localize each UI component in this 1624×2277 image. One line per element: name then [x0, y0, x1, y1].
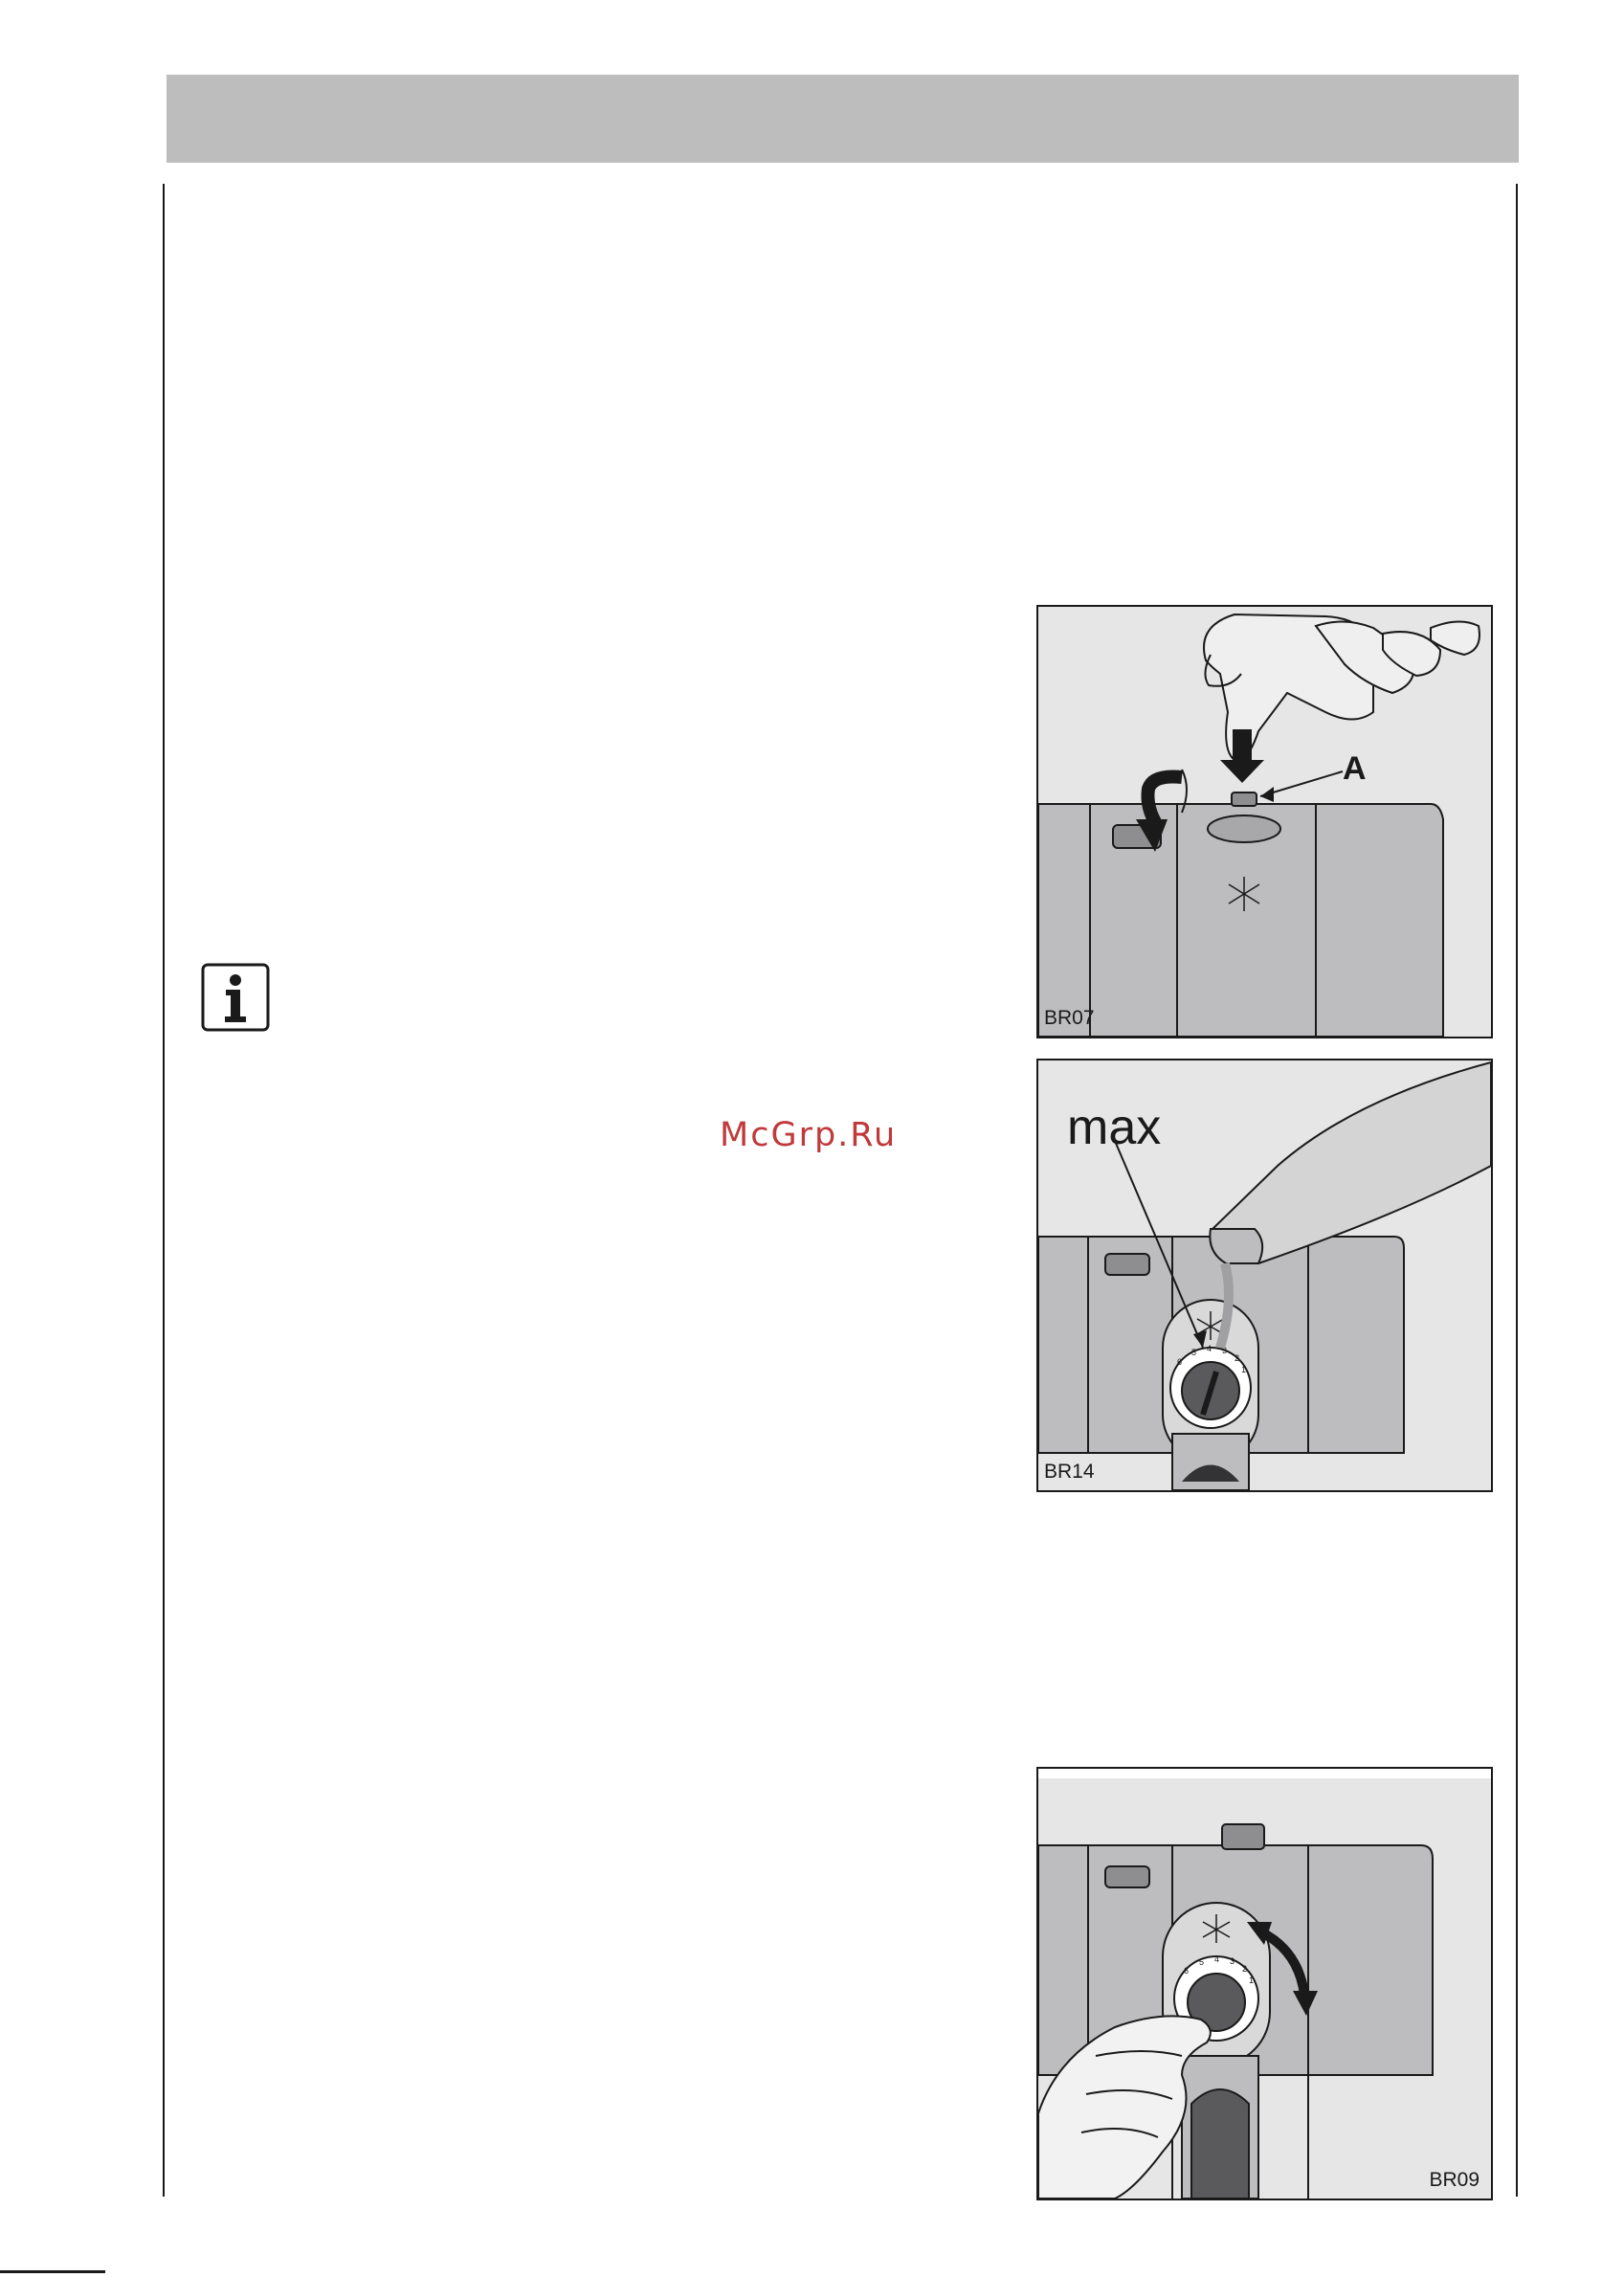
header-bar — [167, 75, 1519, 163]
dosage-adjust-illustration — [1038, 1769, 1491, 2199]
watermark: McGrp.Ru — [720, 1116, 898, 1154]
right-margin-rule — [1516, 184, 1518, 2197]
figure-fill-rinse-aid — [1036, 1059, 1493, 1492]
figure-adjust-dosage — [1036, 1767, 1493, 2200]
svg-text:6: 6 — [1177, 1357, 1183, 1367]
svg-text:1: 1 — [1241, 1365, 1247, 1374]
svg-text:2: 2 — [1235, 1353, 1240, 1363]
figure-code: BR09 — [1429, 2169, 1479, 2191]
svg-text:4: 4 — [1214, 1954, 1220, 1964]
dispenser-open-illustration — [1038, 607, 1491, 1037]
figure-code: BR07 — [1044, 1007, 1095, 1029]
svg-text:1: 1 — [1249, 1976, 1255, 1985]
footer-mark — [0, 2270, 105, 2273]
svg-text:5: 5 — [1191, 1348, 1197, 1357]
svg-text:3: 3 — [1230, 1956, 1235, 1966]
callout-label-a: A — [1343, 750, 1367, 787]
svg-text:2: 2 — [1242, 1964, 1248, 1974]
figure-open-dispenser — [1036, 605, 1493, 1038]
info-icon — [201, 963, 270, 1032]
callout-label-max: max — [1067, 1100, 1162, 1155]
svg-text:3: 3 — [1222, 1346, 1228, 1355]
svg-text:6: 6 — [1184, 1966, 1190, 1976]
svg-text:4: 4 — [1207, 1344, 1212, 1353]
svg-text:5: 5 — [1199, 1957, 1205, 1967]
left-margin-rule — [163, 184, 165, 2197]
figure-code: BR14 — [1044, 1461, 1095, 1483]
